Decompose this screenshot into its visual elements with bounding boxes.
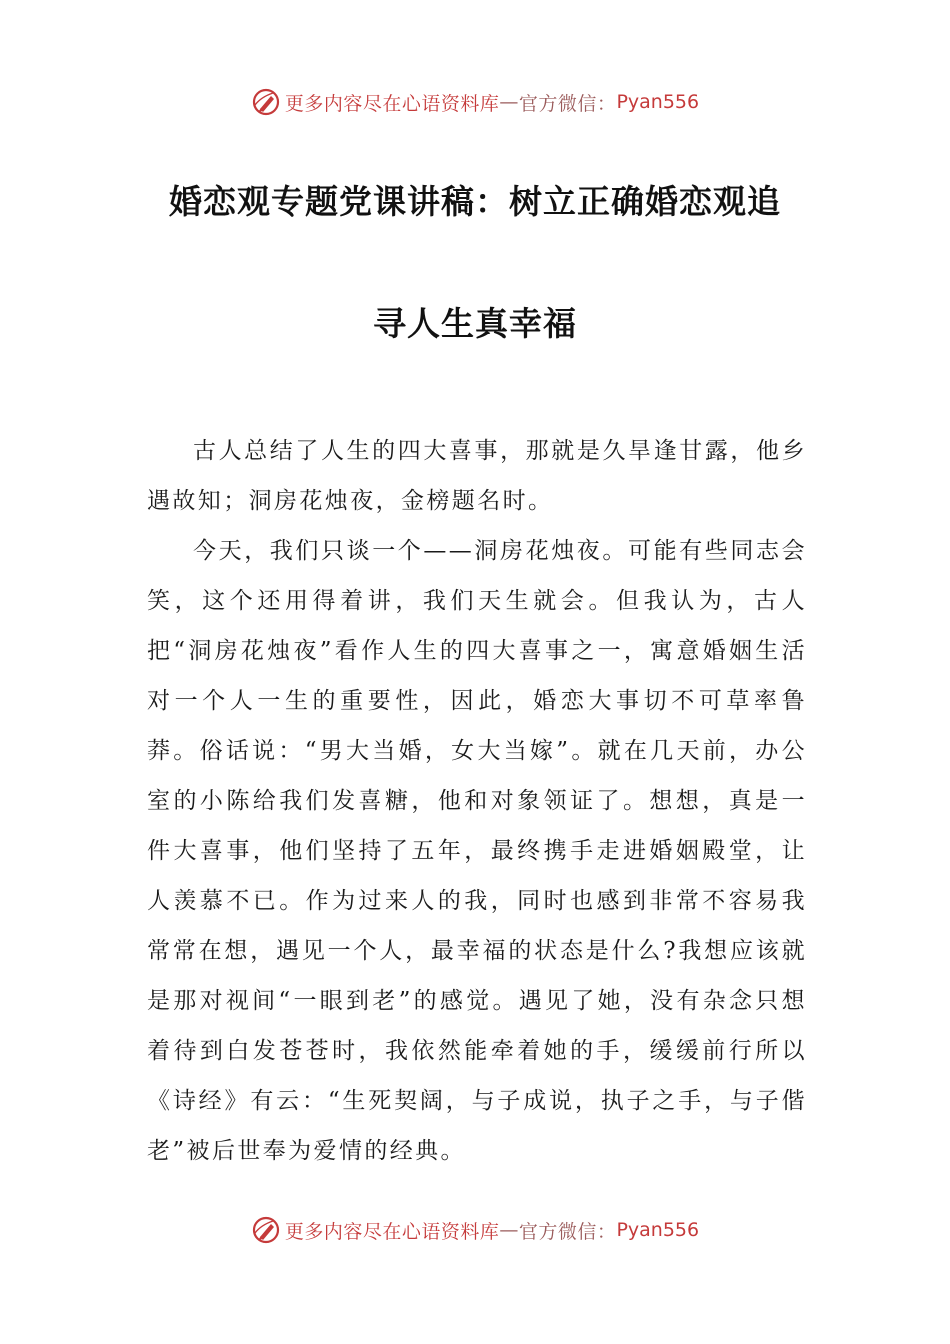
banner-wechat-label: 官方微信： [518,1220,617,1243]
banner-wechat-label: 官方微信： [518,92,617,115]
document-title-line-2: 寻人生真幸福 [373,304,577,343]
pen-logo-icon [251,87,281,117]
header-banner [0,82,950,122]
banner-separator: — [499,1219,519,1241]
banner-site-name: 更多内容尽在心语资料库 [284,1220,500,1243]
footer-banner [0,1210,950,1250]
paragraph-2: 今天，我们只谈一个——洞房花烛夜。可能有些同志会笑，这个还用得着讲，我们天生就会。但我认为，古人把“洞房花烛夜”看作人生的四大喜事之一，寓意婚姻生活对一个人一生的重要性，因此，婚恋大事切不可草率鲁莽。俗话说：“男大当婚，女大当嫁”。就在几天前，办公室的小陈给我们发喜糖，他和对象领证了。想想，真是一件大喜事，他们坚持了五年，最终携手走进婚姻殿堂，让人羡慕不已。作为过来人的我，同时也感到非常不容易我常常在想，遇见一个人，最幸福的状态是什么?我想应该就是那对视间“一眼到老”的感觉。遇见了她，没有杂念只想着待到白发苍苍时，我依然能牵着她的手，缓缓前行所以《诗经》有云：“生死契阔，与子成说，执子之手，与子偕老”被后世奉为爱情的经典。 [147,538,807,1164]
banner-wechat-id: Pyan556 [616,1219,700,1241]
banner-separator: — [499,91,519,113]
document-title-line-1: 婚恋观专题党课讲稿：树立正确婚恋观追 [169,182,781,221]
paragraph-1: 古人总结了人生的四大喜事，那就是久旱逢甘露，他乡遇故知；洞房花烛夜，金榜题名时。 [147,438,807,514]
banner-site-name: 更多内容尽在心语资料库 [284,92,500,115]
document-body [147,426,807,1176]
pen-logo-icon [251,1215,281,1245]
banner-wechat-id: Pyan556 [616,91,700,113]
